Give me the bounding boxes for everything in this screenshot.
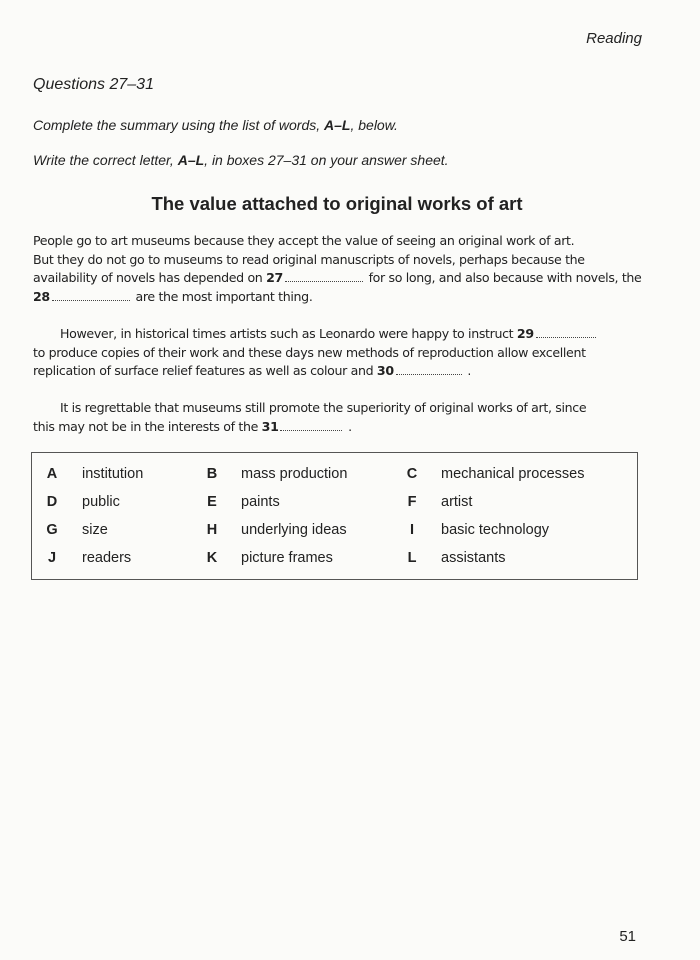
- word-letter-a: A: [46, 466, 58, 482]
- word-letter-g: G: [46, 522, 58, 538]
- summary-title: The value attached to original works of art: [151, 193, 523, 214]
- summary-paragraph-3: [33, 399, 648, 436]
- answer-blank-31[interactable]: [280, 419, 342, 431]
- instruction-text: Complete the summary using the list of words,: [33, 117, 325, 133]
- answer-blank-27[interactable]: [285, 270, 363, 282]
- word-letter-h: H: [206, 522, 218, 538]
- word-list-box: [31, 452, 638, 580]
- line-text: availability of novels has depended on: [33, 270, 267, 285]
- paragraph-line: [33, 269, 648, 288]
- paragraph-line: [33, 325, 648, 344]
- questions-heading: Questions 27–31: [33, 76, 154, 93]
- instruction-letters: A–L: [177, 152, 205, 168]
- line-text: this may not be in the interests of the: [33, 418, 262, 434]
- word-option-a: institution: [82, 466, 144, 482]
- word-option-e: paints: [241, 494, 280, 510]
- paragraph-line: It is regrettable that museums still promote the superiority of original works of art, since: [60, 400, 587, 415]
- answer-blank-30[interactable]: [396, 363, 462, 375]
- running-head: Reading: [586, 30, 642, 47]
- question-number-30: 30: [376, 363, 394, 378]
- word-letter-b: B: [206, 466, 218, 482]
- line-text: are the most important thing.: [131, 288, 313, 304]
- answer-blank-28[interactable]: [52, 289, 130, 301]
- word-letter-c: C: [406, 466, 418, 482]
- line-text: for so long, and also because with novels, the: [364, 270, 642, 285]
- paragraph-line: [33, 288, 648, 307]
- word-option-b: mass production: [241, 466, 348, 482]
- word-option-d: public: [82, 494, 120, 510]
- line-text: replication of surface relief features as well as colour and: [33, 363, 377, 378]
- summary-paragraph-1: [33, 232, 648, 306]
- question-number-29: 29: [516, 326, 534, 341]
- word-option-i: basic technology: [441, 522, 550, 538]
- word-letter-i: I: [409, 522, 415, 538]
- word-letter-d: D: [46, 494, 58, 510]
- line-text: .: [344, 418, 352, 434]
- instruction-write-letter: [33, 152, 449, 168]
- word-option-f: artist: [441, 494, 473, 510]
- page-number: 51: [619, 928, 636, 945]
- paragraph-line: People go to art museums because they accept the value of seeing an original work of art.: [33, 233, 575, 248]
- line-text: However, in historical times artists such as Leonardo were happy to instruct: [60, 326, 517, 341]
- instruction-letters: A–L: [324, 117, 351, 133]
- word-letter-j: J: [47, 550, 57, 566]
- word-option-h: underlying ideas: [241, 522, 347, 538]
- question-number-31: 31: [261, 418, 279, 434]
- word-letter-f: F: [407, 494, 417, 510]
- word-letter-e: E: [207, 494, 217, 510]
- paragraph-line: [33, 362, 648, 381]
- word-option-j: readers: [82, 550, 132, 566]
- instruction-complete-summary: [33, 117, 398, 133]
- word-option-l: assistants: [441, 550, 506, 566]
- word-option-g: size: [82, 522, 108, 538]
- word-letter-k: K: [206, 550, 218, 566]
- instruction-text: , below.: [350, 117, 398, 133]
- instruction-text: , in boxes 27–31 on your answer sheet.: [204, 152, 449, 168]
- paragraph-line: to produce copies of their work and these days new methods of reproduction allow excellent: [33, 344, 586, 360]
- paragraph-line: [33, 418, 648, 437]
- summary-paragraph-2: [33, 325, 648, 381]
- paragraph-line: But they do not go to museums to read original manuscripts of novels, perhaps because the: [33, 251, 585, 267]
- question-number-28: 28: [33, 288, 50, 304]
- word-letter-l: L: [407, 550, 417, 566]
- answer-blank-29[interactable]: [536, 326, 596, 338]
- line-text: .: [463, 363, 472, 378]
- word-option-c: mechanical processes: [441, 466, 585, 482]
- word-option-k: picture frames: [241, 550, 333, 566]
- instruction-text: Write the correct letter,: [33, 152, 178, 168]
- question-number-27: 27: [266, 270, 283, 285]
